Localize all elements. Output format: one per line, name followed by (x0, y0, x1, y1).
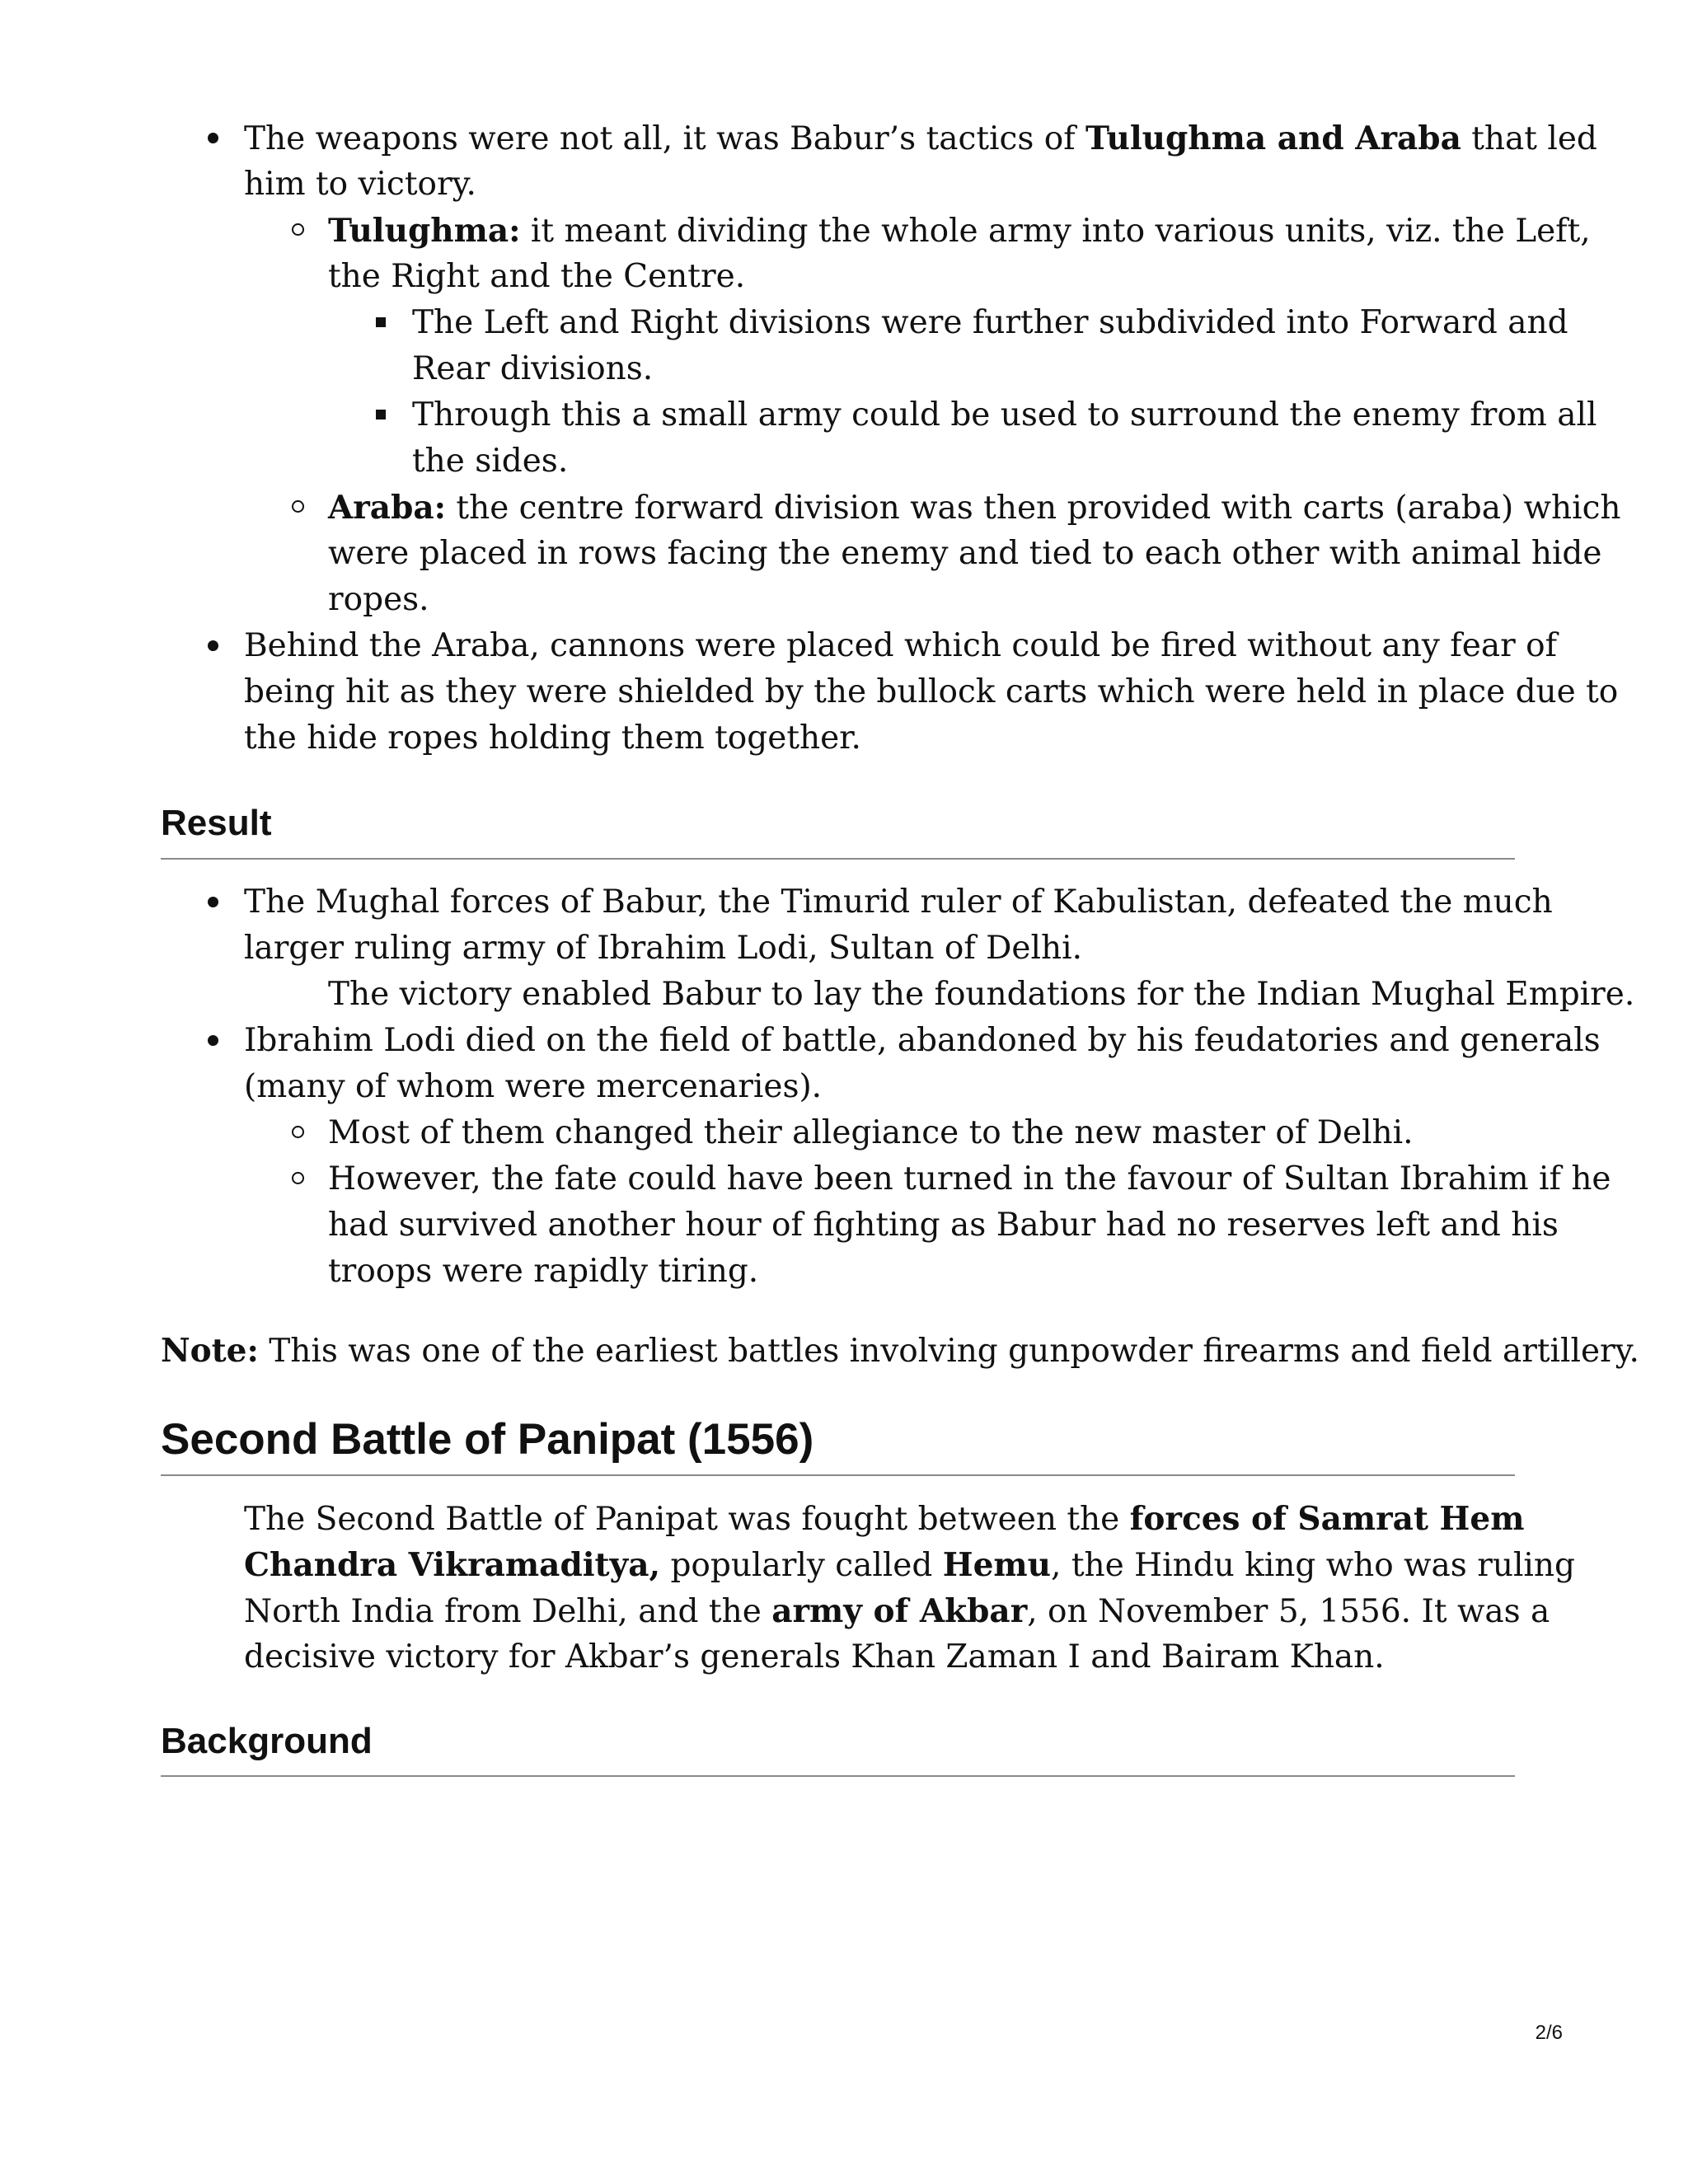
bullet-square (376, 317, 386, 327)
list-item-allegiance: Most of them changed their allegiance to the new master of Delhi. (328, 1114, 1414, 1151)
list-item-mughal-line2: larger ruling army of Ibrahim Lodi, Sultan of Delhi. (244, 930, 1082, 967)
list-item-araba-line3: ropes. (328, 581, 429, 618)
text-span: The Second Battle of Panipat was fought between the (244, 1501, 1130, 1538)
list-item-divisions-line2: Rear divisions. (412, 350, 654, 387)
list-item-cannons-line2: being hit as they were shielded by the bullock carts which were held in place due to (244, 673, 1619, 710)
bullet-circle (292, 1126, 304, 1138)
text-span: , the Hindu king who was ruling (1051, 1547, 1575, 1584)
page-number: 2/6 (1535, 2022, 1563, 2044)
text-span: it meant dividing the whole army into various units, viz. the Left, (520, 213, 1591, 250)
bold-text: Note: (161, 1332, 259, 1370)
list-item-tactics-line2: him to victory. (244, 166, 476, 203)
list-item-cannons-line3: the hide ropes holding them together. (244, 719, 861, 757)
bold-text: forces of Samrat Hem (1129, 1500, 1525, 1538)
bullet-circle (292, 223, 304, 236)
section-heading-result: Result (161, 803, 272, 843)
list-item-cannons-line1: Behind the Araba, cannons were placed which could be fired without any fear of (244, 627, 1558, 664)
bullet-circle (292, 500, 304, 513)
bold-text: Chandra Vikramaditya, (244, 1546, 661, 1584)
list-item-fate-line2: had survived another hour of fighting as Babur had no reserves left and his (328, 1207, 1559, 1244)
bold-text: Hemu (942, 1546, 1052, 1584)
text-span: that led (1461, 120, 1597, 157)
list-item-araba-line2: were placed in rows facing the enemy and tied to each other with animal hide (328, 535, 1602, 572)
bullet-disc (208, 1035, 218, 1046)
list-item-fate-line3: troops were rapidly tiring. (328, 1253, 759, 1290)
bold-text: army of Akbar (771, 1592, 1028, 1630)
text-span: the centre forward division was then provided with carts (araba) which (446, 490, 1621, 527)
bold-text: Araba: (328, 489, 447, 527)
heading-rule (161, 1474, 1515, 1476)
text-span: popularly called (660, 1547, 943, 1584)
text-span: The weapons were not all, it was Babur’s tactics of (244, 120, 1086, 157)
heading-rule (161, 858, 1515, 860)
list-item-mughal-line3: The victory enabled Babur to lay the foundations for the Indian Mughal Empire. (328, 976, 1635, 1013)
list-item-lodi-line1: Ibrahim Lodi died on the field of battle, abandoned by his feudatories and generals (244, 1022, 1601, 1059)
list-item-fate-line1: However, the fate could have been turned in the favour of Sultan Ibrahim if he (328, 1160, 1611, 1197)
list-item-lodi-line2: (many of whom were mercenaries). (244, 1068, 823, 1105)
list-item-divisions-line1: The Left and Right divisions were further subdivided into Forward and (412, 304, 1568, 341)
text-span: , on November 5, 1556. It was a (1027, 1593, 1550, 1630)
paragraph-line1 (244, 1496, 1524, 1543)
bullet-disc (208, 133, 218, 143)
list-item-tulughma-line2: the Right and the Centre. (328, 258, 746, 295)
bold-text: Tulughma: (328, 212, 521, 250)
paragraph-line2 (244, 1542, 1575, 1589)
note-paragraph (161, 1328, 1639, 1375)
list-item-surround-line1: Through this a small army could be used to surround the enemy from all (412, 396, 1597, 434)
bullet-circle (292, 1172, 304, 1184)
list-item-mughal-line1: The Mughal forces of Babur, the Timurid ruler of Kabulistan, defeated the much (244, 883, 1553, 921)
bullet-disc (208, 897, 218, 907)
text-span: North India from Delhi, and the (244, 1593, 772, 1630)
list-item-araba-line1 (328, 485, 1621, 532)
text-span: This was one of the earliest battles involving gunpowder firearms and field artillery. (258, 1333, 1639, 1370)
list-item-tactics-line1 (244, 115, 1597, 162)
section-heading-second-battle: Second Battle of Panipat (1556) (161, 1415, 814, 1464)
paragraph-line4: decisive victory for Akbar’s generals Khan Zaman I and Bairam Khan. (244, 1638, 1385, 1675)
paragraph-line3 (244, 1588, 1550, 1635)
list-item-tulughma-line1 (328, 208, 1591, 255)
bullet-disc (208, 640, 218, 651)
section-heading-background: Background (161, 1721, 373, 1761)
bold-text: Tulughma and Araba (1085, 120, 1461, 157)
heading-rule (161, 1775, 1515, 1777)
bullet-square (376, 410, 386, 419)
list-item-surround-line2: the sides. (412, 443, 569, 480)
